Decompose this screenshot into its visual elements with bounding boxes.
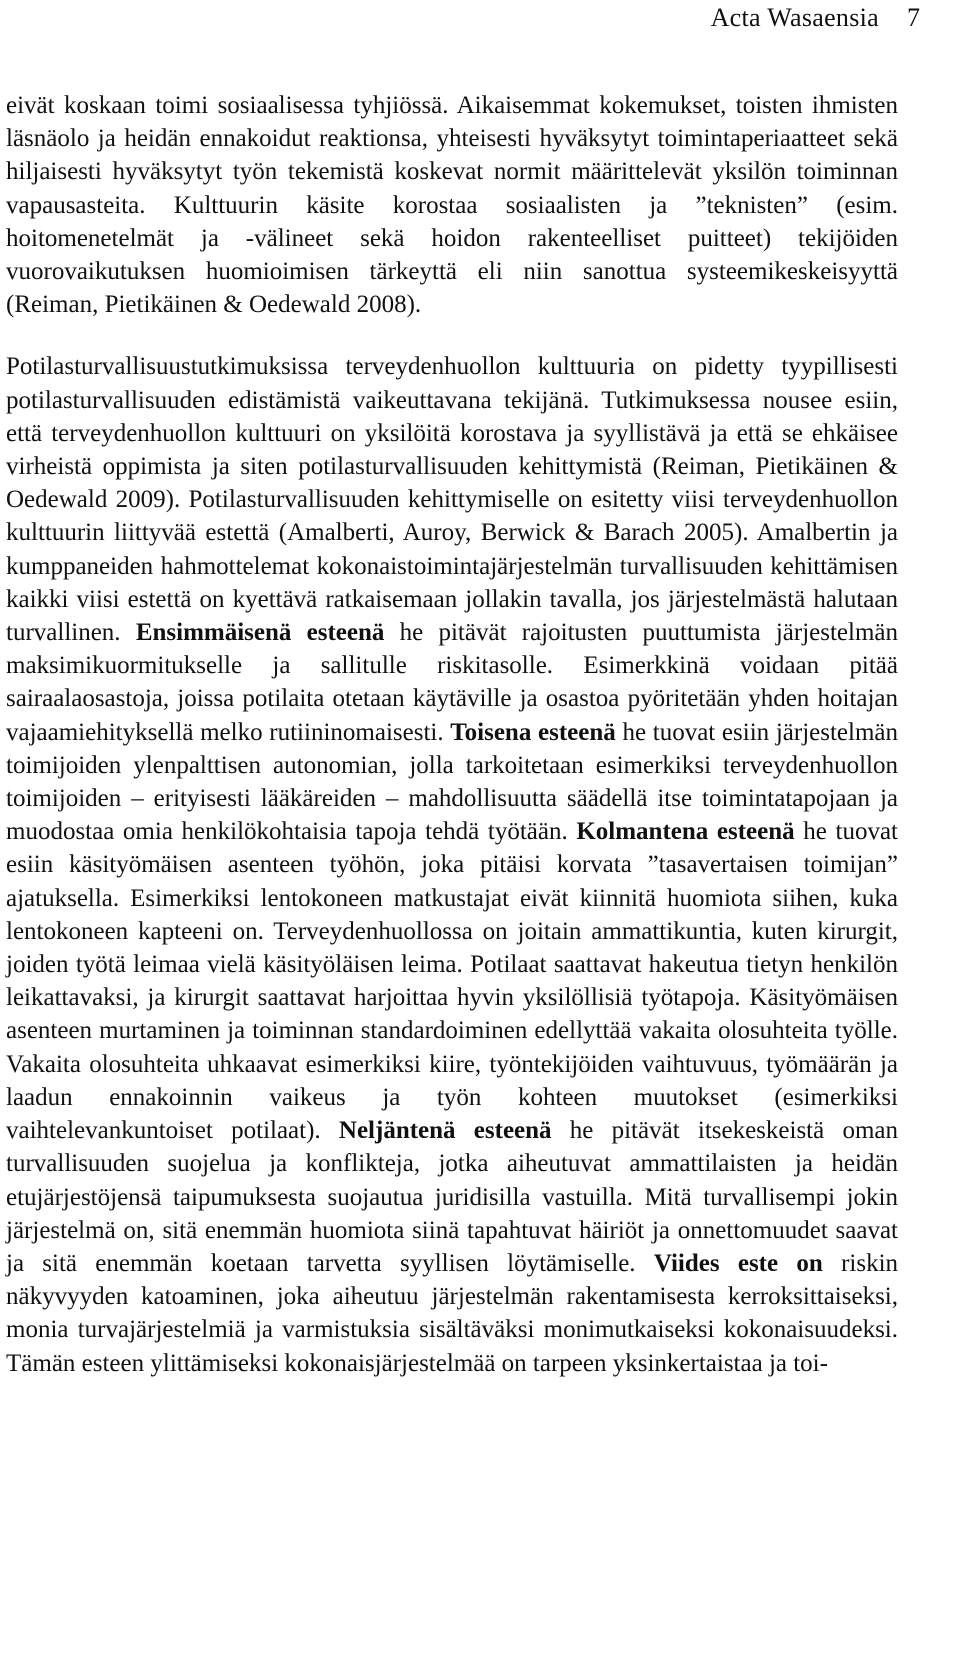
page-number: 7	[907, 3, 920, 32]
barrier-3-term: Kolmantena esteenä	[576, 818, 795, 846]
barrier-3-text: he tuovat esiin käsityömäisen asenteen työhön, joka pitäisi korvata ”tasavertaisen toimijan” ajatuksella. Esimerkiksi lentokoneen matkustajat eivät kiinnitä huomiota siihen, kuka lentokoneen kapteeni on. Terveydenhuollossa on joitain ammattikuntia, kuten kirurgit, joiden työtä leimaa vielä käsityöläisen leima. Potilaat saattavat hakeutua tietyn henkilön leikattavaksi, ja kirurgit saattavat harjoittaa hyvin yksilöllisiä työtapoja. Käsityömäisen asenteen murtaminen ja toiminnan standardoiminen edellyttää vakaita olosuhteita työlle. Vakaita olosuhteita uhkaavat esimerkiksi kiire, työntekijöiden vaihtuvuus, työmäärän ja laadun ennakoinnin vaikeus ja työn kohteen muutokset (esimerkiksi vaihtelevankuntoiset potilaat).	[6, 818, 899, 1145]
barrier-5-term: Viides este on	[653, 1249, 823, 1277]
barrier-1-term: Ensimmäisenä esteenä	[135, 619, 385, 647]
barrier-1-text: he pitävät rajoitusten puuttumista järjestelmän maksimikuormitukselle ja sallitulle riskitasolle. Esimerkkinä voidaan pitää sairaalaosastoja, joissa potilaita otetaan käytäville ja osastoa pyöritetään yhden hoitajan vajaamiehityksellä melko rutiininomaisesti.	[6, 619, 899, 746]
barrier-5-text: riskin näkyvyyden katoaminen, joka aiheutuu järjestelmän rakentamisesta kerroksittaiseksi, monia turvajärjestelmiä ja varmistuksia sisältäväksi monimutkaiseksi kokonaisuudeksi. Tämän esteen ylittämiseksi kokonaisjärjestelmää on tarpeen yksinkertaistaa ja toi-	[6, 1249, 899, 1377]
paragraph-1: eivät koskaan toimi sosiaalisessa tyhjiössä. Aikaisemmat kokemukset, toisten ihmisten läsnäolo ja heidän ennakoidut reaktionsa, yhteisesti hyväksytyt toimintaperiaatteet sekä hiljaisesti hyväksytyt työn tekemistä koskevat normit määrittelevät yksilön toiminnan vapausasteita. Kulttuurin käsite korostaa sosiaalisten ja ”teknisten” (esim. hoitomenetelmät ja -välineet sekä hoidon rakenteelliset puitteet) tekijöiden vuorovaikutuksen huomioimisen tärkeyttä eli niin sanottua systeemikeskeisyyttä (Reiman, Pietikäinen & Oedewald 2008).	[6, 92, 898, 319]
barrier-4-text: he pitävät itsekeskeistä oman turvallisuuden suojelua ja konflikteja, jotka aiheutuvat ammattilaisten ja heidän etujärjestöjensä taipumuksesta suojautua juridisilla vastuilla. Mitä turvallisempi jokin järjestelmä on, sitä enemmän huomiota siinä tapahtuvat häiriöt ja onnettomuudet saavat ja sitä enemmän koetaan tarvetta syyllisen löytämiselle.	[6, 1117, 899, 1277]
barrier-2-term: Toisena esteenä	[450, 718, 616, 746]
body-text	[6, 89, 898, 1380]
journal-title: Acta Wasaensia	[710, 3, 879, 32]
barrier-4-term: Neljäntenä esteenä	[338, 1117, 552, 1145]
barrier-2-text: he tuovat esiin järjestelmän toimijoiden ylenpalttisen autonomian, jolla tarkoitetaan esimerkiksi terveydenhuollon toimijoiden – erityisesti lääkäreiden – mahdollisuutta säädellä itse toimintatapojaan ja muodostaa omia henkilökohtaisia tapoja tehdä työtään.	[6, 718, 898, 846]
paragraph-2-intro: Potilasturvallisuustutkimuksissa terveydenhuollon kulttuuria on pidetty tyypillisesti potilasturvallisuuden edistämistä vaikeuttavana tekijänä. Tutkimuksessa nousee esiin, että terveydenhuollon kulttuuri on yksilöitä korostava ja syyllistävä ja että se ehkäisee virheistä oppimista ja siten potilasturvallisuuden kehittymistä (Reiman, Pietikäinen & Oedewald 2009). Potilasturvallisuuden kehittymiselle on esitetty viisi terveydenhuollon kulttuurin liittyvää estettä (Amalberti, Auroy, Berwick & Barach 2005). Amalbertin ja kumppaneiden hahmottelemat kokonaistoimintajärjestelmän turvallisuuden kehittämisen kaikki viisi estettä on kyettävä ratkaisemaan jollakin tavalla, jos järjestelmästä halutaan turvallinen.	[6, 353, 898, 647]
running-header	[711, 2, 920, 34]
paragraph-2	[6, 350, 898, 1379]
